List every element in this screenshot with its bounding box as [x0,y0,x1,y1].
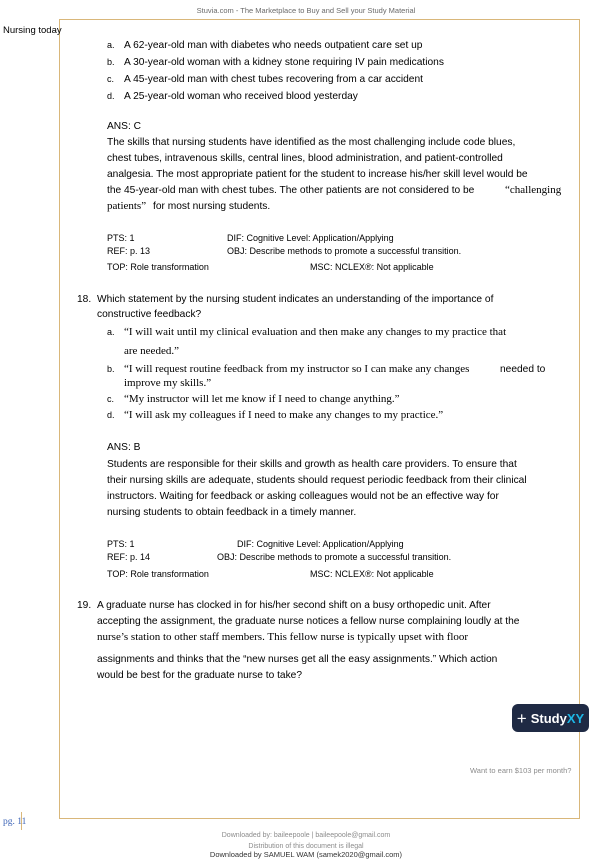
option-text: A 45-year-old man with chest tubes recovering from a car accident [124,74,423,85]
option-text: A 62-year-old man with diabetes who needs outpatient care set up [124,40,423,51]
page-number: pg. 11 [3,817,27,827]
meta-dif: DIF: Cognitive Level: Application/Applying [237,539,404,549]
option-letter: b. [107,364,115,374]
rationale-line: their nursing skills are adequate, students should request periodic feedback from their clinical [107,475,527,486]
site-banner: Stuvia.com - The Marketplace to Buy and Sell your Study Material [196,6,416,15]
question-stem: A graduate nurse has clocked in for his/her second shift on a busy orthopedic unit. After [97,600,491,611]
rationale-line: chest tubes, intravenous skills, central lines, blood administration, and patient-controlled [107,153,503,164]
logo-accent: XY [566,711,585,726]
plus-icon: + [516,709,527,728]
rationale-line: nursing students to obtain feedback in a timely manner. [107,507,357,518]
question-stem: would be best for the graduate nurse to take? [97,670,303,681]
download-notice: Downloaded by: baileepoole | baileepoole@gmail.com [221,832,391,839]
question-number: 19. [77,600,92,611]
option-letter: d. [107,410,115,420]
option-letter: b. [107,57,115,67]
option-text [124,326,506,339]
meta-pts: PTS: 1 [107,233,135,243]
question-stem: accepting the assignment, the graduate nurse notices a fellow nurse complaining loudly at the [97,616,520,627]
meta-pts: PTS: 1 [107,539,135,549]
question-stem: assignments and thinks that the “new nurses get all the easy assignments.” Which action [97,654,498,665]
running-head: Nursing today [3,25,62,36]
option-text: “I will ask my colleagues if I need to make any changes to my practice.” [124,409,444,421]
option-text: improve my skills.” [124,377,212,389]
option-text: A 25-year-old woman who received blood yesterday [124,91,358,102]
question-stem: Which statement by the nursing student indicates an understanding of the importance of [97,294,494,305]
meta-obj: OBJ: Describe methods to promote a successful transition. [217,552,452,562]
option-text: “I will request routine feedback from my instructor so I can make any changes [124,363,470,375]
option-letter: a. [107,327,115,337]
meta-ref: REF: p. 14 [107,552,151,562]
meta-msc: MSC: NCLEX®: Not applicable [310,262,434,272]
rationale-line: the 45-year-old man with chest tubes. The other patients are not considered to be [107,185,475,196]
rationale-line: analgesia. The most appropriate patient for the student to increase his/her skill level would be [107,169,528,180]
distribution-notice: Distribution of this document is illegal [248,843,364,850]
question-number: 18. [77,294,92,305]
meta-ref: REF: p. 13 [107,246,151,256]
question-stem: constructive feedback? [97,309,202,320]
meta-msc: MSC: NCLEX®: Not applicable [310,569,434,579]
rationale-line: The skills that nursing students have identified as the most challenging include code blues, [107,137,516,148]
option-letter: c. [107,74,115,84]
rationale-line: Students are responsible for their skills and growth as health care providers. To ensure that [107,459,517,470]
rationale-line: “challenging [505,184,562,196]
studyxy-logo[interactable] [512,704,589,732]
option-letter: a. [107,40,115,50]
meta-top: TOP: Role transformation [107,262,209,272]
logo-text: Study [530,711,567,726]
option-letter: d. [107,91,115,101]
question-stem: nurse’s station to other staff members. This fellow nurse is typically upset with floor [97,631,469,643]
option-letter: c. [107,394,115,404]
option-text: “My instructor will let me know if I need to change anything.” [124,393,400,405]
answer: ANS: B [107,442,141,453]
option-text: needed to [500,364,546,375]
option-text: are needed.” [124,345,179,357]
answer: ANS: C [107,121,141,132]
option-text: A 30-year-old woman with a kidney stone requiring IV pain medications [124,57,444,68]
rationale-line: instructors. Waiting for feedback or asking colleagues would not be an effective way for [107,491,499,502]
option-text-quote: “I will wait until my clinical evaluation and then make any changes to my practice that [124,326,507,338]
earn-promo-link[interactable]: Want to earn $103 per month? [470,766,572,775]
download-notice-2: Downloaded by SAMUEL WAM (samek2020@gmail.com) [209,850,403,859]
meta-top: TOP: Role transformation [107,569,209,579]
rationale-line: for most nursing students. [153,201,271,212]
rationale-line: patients” [107,200,147,212]
meta-obj: OBJ: Describe methods to promote a successful transition. [227,246,462,256]
meta-dif: DIF: Cognitive Level: Application/Applying [227,233,394,243]
